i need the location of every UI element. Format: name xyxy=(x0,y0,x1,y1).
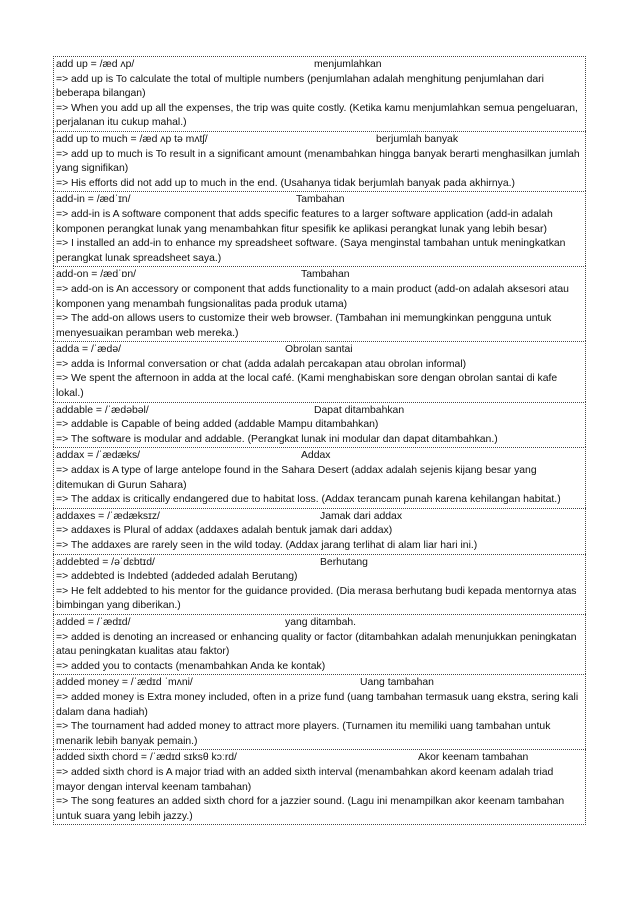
entry-translation: Jamak dari addax xyxy=(320,510,403,522)
entry-example: => The song features an added sixth chord for a jazzier sound. (Lagu ini menampilkan akor keenam tambahan untuk suara yang lebih jazzy.) xyxy=(56,796,565,822)
entry-translation: Berhutang xyxy=(320,556,368,568)
entry-translation: Addax xyxy=(301,450,331,462)
entry-add-up xyxy=(53,56,586,131)
entry-translation: Tambahan xyxy=(301,269,350,281)
entry-header xyxy=(56,133,583,148)
entry-definition: => add up to much is To result in a significant amount (menambahkan hingga banyak berarti menghasilkan jumlah yang signifikan) xyxy=(56,148,580,175)
entry-addax xyxy=(53,447,586,507)
entry-addable xyxy=(53,402,586,448)
entry-definition: => add up is To calculate the total of multiple numbers (penjumlahan adalah menghitung penjumlahan dari beberapa bilangan) xyxy=(56,73,544,100)
entry-add-on xyxy=(53,266,586,341)
entry-header xyxy=(56,751,583,766)
entry-term: addebted = /əˈdɛbtɪd/ xyxy=(56,556,155,568)
entry-example: => His efforts did not add up to much in the end. (Usahanya tidak berjumlah banyak pada akhirnya.) xyxy=(56,177,516,189)
entry-definition: => addebted is Indebted (addeded adalah Berutang) xyxy=(56,571,298,583)
entry-header xyxy=(56,404,583,419)
entry-translation: berjumlah banyak xyxy=(376,133,459,145)
entry-term: added sixth chord = /ˈædɪd sɪksθ kɔːrd/ xyxy=(56,752,237,764)
entry-term: addable = /ˈædəbəl/ xyxy=(56,404,149,416)
entry-addebted xyxy=(53,554,586,614)
entry-header xyxy=(56,510,583,525)
entry-example: => The addaxes are rarely seen in the wild today. (Addax jarang terlihat di alam liar hari ini.) xyxy=(56,540,478,551)
entry-added-money xyxy=(53,674,586,749)
entry-example: => added you to contacts (menambahkan Anda ke kontak) xyxy=(56,660,326,672)
entry-term: add-on = /ædˈɒn/ xyxy=(56,269,137,281)
glossary-document xyxy=(53,56,586,825)
entry-adda xyxy=(53,341,586,401)
entry-definition: => add-in is A software component that adds specific features to a larger software application (add-in adalah komponen perangkat lunak yang menambahkan fitur spesifik ke aplikasi perangkat lunak yang lebih besar) xyxy=(56,208,553,235)
entry-addaxes xyxy=(53,508,586,554)
entry-example: => The add-on allows users to customize their web browser. (Tambahan ini memungkinkan pengguna untuk menyesuaikan peramban web mereka.) xyxy=(56,313,552,339)
entry-header xyxy=(56,268,583,283)
entry-example: => He felt addebted to his mentor for the guidance provided. (Dia merasa berhutang budi kepada mentornya atas bimbingan yang diberikan.) xyxy=(56,585,577,612)
entry-example: => The software is modular and addable. (Perangkat lunak ini modular dan dapat ditambahkan.) xyxy=(56,433,498,445)
entry-header xyxy=(56,616,583,631)
entry-definition: => added money is Extra money included, often in a prize fund (uang tambahan termasuk uang ekstra, sering kali dalam dana hadiah) xyxy=(56,691,579,718)
entry-term: adda = /ˈædə/ xyxy=(56,344,121,356)
entry-translation: Akor keenam tambahan xyxy=(418,752,529,764)
entry-example: => The addax is critically endangered due to habitat loss. (Addax terancam punah karena kehilangan habitat.) xyxy=(56,494,561,506)
entry-term: add up to much = /æd ʌp tə mʌtʃ/ xyxy=(56,133,208,145)
entry-example: => I installed an add-in to enhance my spreadsheet software. (Saya menginstal tambahan untuk meningkatkan perangkat lunak spreadsheet saya.) xyxy=(56,238,566,264)
entry-example: => The tournament had added money to attract more players. (Turnamen itu memiliki uang tambahan untuk menarik lebih banyak pemain.) xyxy=(56,721,551,747)
entry-header xyxy=(56,556,583,571)
entry-translation: Obrolan santai xyxy=(285,344,353,356)
entry-header xyxy=(56,343,583,358)
entry-definition: => add-on is An accessory or component that adds functionality to a main product (add-on adalah aksesori atau komponen yang menambah fungsionalitas pada produk utama) xyxy=(56,283,569,310)
entry-example: => When you add up all the expenses, the trip was quite costly. (Ketika kamu menjumlahkan semua pengeluaran, perjalanan itu cukup mahal.) xyxy=(56,102,578,129)
entry-definition: => added sixth chord is A major triad with an added sixth interval (menambahkan akord keenam adalah triad mayor dengan interval keenam tambahan) xyxy=(56,766,554,793)
entry-term: added money = /ˈædɪd ˈmʌni/ xyxy=(56,677,193,689)
entry-header xyxy=(56,676,583,691)
entry-translation: yang ditambah. xyxy=(285,616,357,628)
entry-added-sixth-chord xyxy=(53,749,586,825)
entry-translation: Dapat ditambahkan xyxy=(314,404,405,416)
entry-definition: => adda is Informal conversation or chat (adda adalah percakapan atau obrolan informal) xyxy=(56,358,467,370)
entry-term: addax = /ˈædæks/ xyxy=(56,450,141,462)
entry-added xyxy=(53,614,586,674)
entry-definition: => addax is A type of large antelope found in the Sahara Desert (addax adalah sejenis kijang besar yang ditemukan di Gurun Sahara) xyxy=(56,465,537,491)
entry-header xyxy=(56,449,583,464)
entry-term: added = /ˈædɪd/ xyxy=(56,616,131,628)
entry-definition: => added is denoting an increased or enhancing quality or factor (ditambahkan adalah menunjukkan peningkatan atau peningkatan kualitas atau faktor) xyxy=(56,631,577,658)
entry-translation: menjumlahkan xyxy=(314,59,382,70)
entry-example: => We spent the afternoon in adda at the local café. (Kami menghabiskan sore dengan obrolan santai di kafe lokal.) xyxy=(56,373,558,400)
entry-definition: => addaxes is Plural of addax (addaxes adalah bentuk jamak dari addax) xyxy=(56,525,393,537)
entry-header xyxy=(56,58,583,73)
entry-translation: Tambahan xyxy=(296,194,345,206)
entry-definition: => addable is Capable of being added (addable Mampu ditambahkan) xyxy=(56,419,379,431)
entry-add-in xyxy=(53,191,586,266)
entry-header xyxy=(56,193,583,208)
entry-translation: Uang tambahan xyxy=(360,677,434,689)
entry-add-up-to-much xyxy=(53,131,586,191)
entry-term: add-in = /ædˈɪn/ xyxy=(56,194,131,206)
entry-term: addaxes = /ˈædæksɪz/ xyxy=(56,510,160,522)
entry-term: add up = /æd ʌp/ xyxy=(56,59,135,70)
